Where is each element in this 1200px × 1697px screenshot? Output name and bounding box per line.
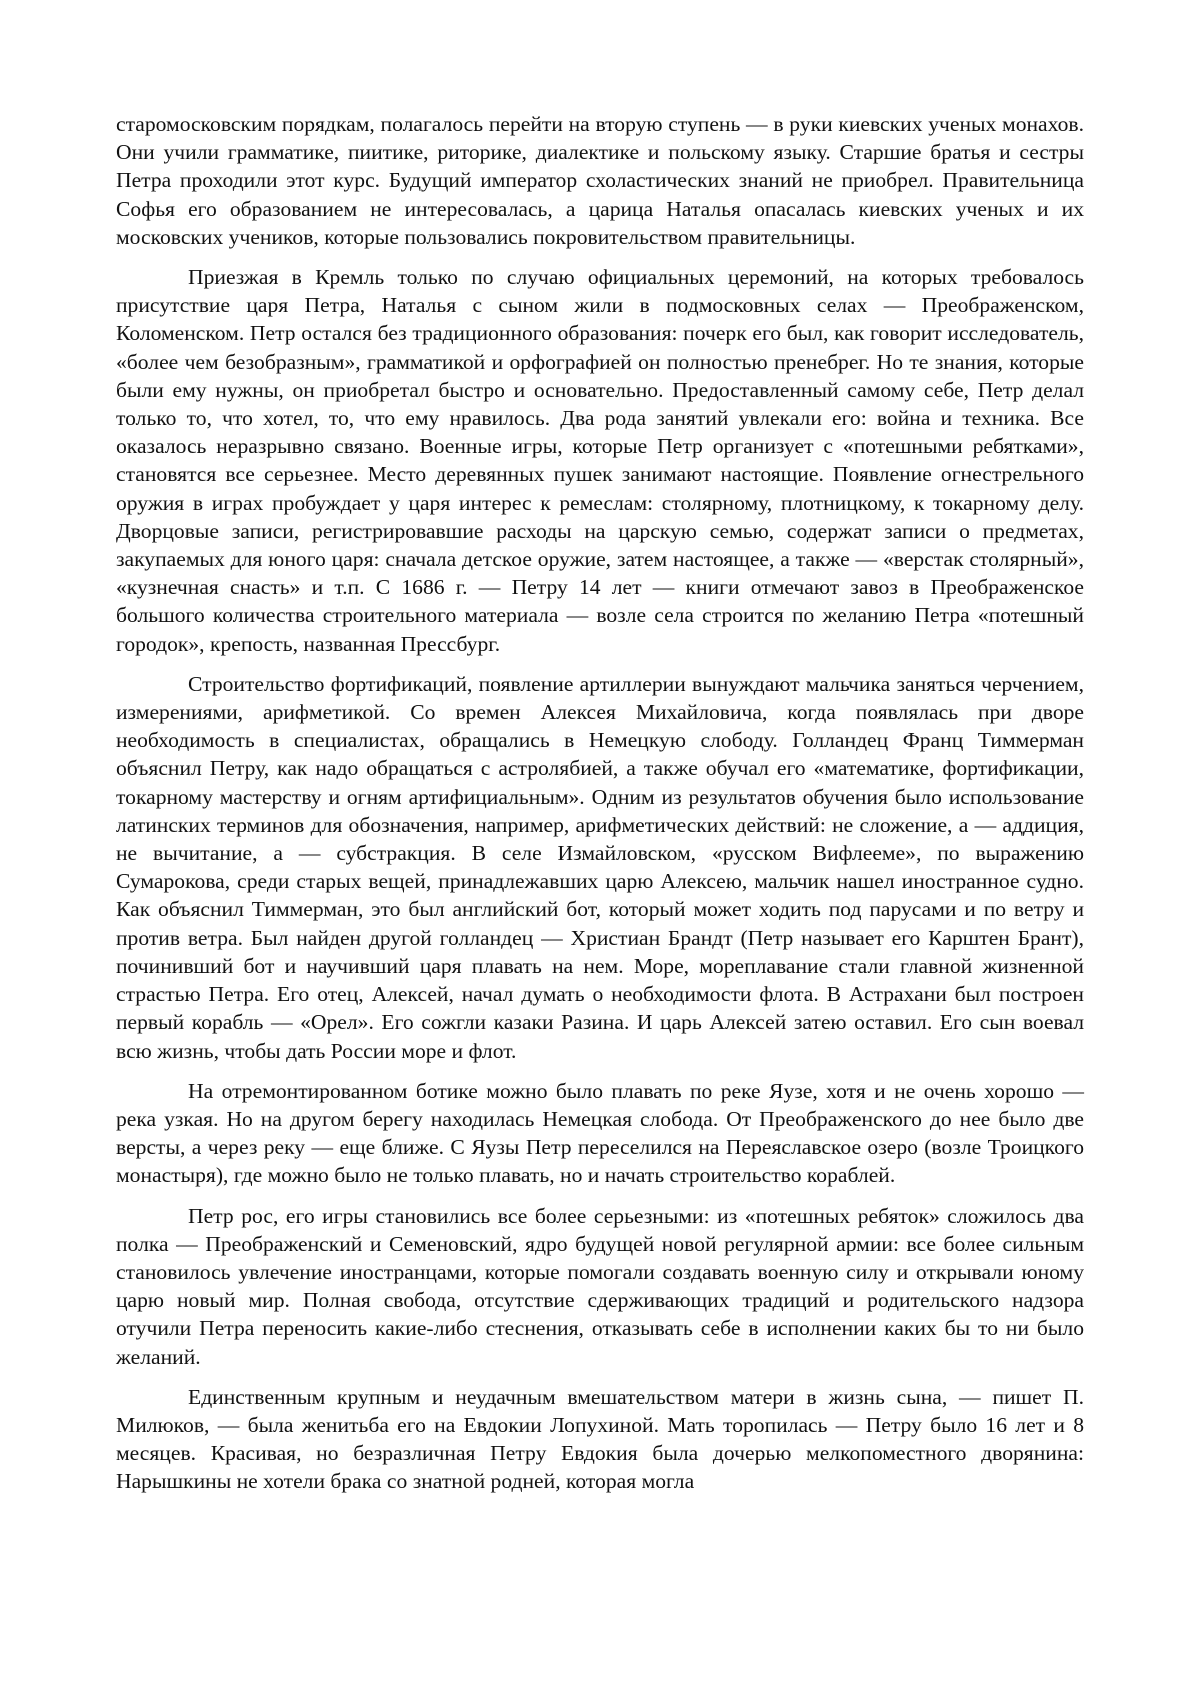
document-page [116,110,1084,1508]
paragraph-4: На отремонтированном ботике можно было плавать по реке Яузе, хотя и не очень хорошо — река узкая. Но на другом берегу находилась Немецкая слобода. От Преображенского до нее было две версты, а через реку — еще ближе. С Яузы Петр переселился на Переяславское озеро (возле Троицкого монастыря), где можно было не только плавать, но и начать строительство кораблей. [116,1077,1084,1190]
paragraph-1: старомосковским порядкам, полагалось перейти на вторую ступень — в руки киевских ученых монахов. Они учили грамматике, пиитике, риторике, диалектике и польскому языку. Старшие братья и сестры Петра проходили этот курс. Будущий император схоластических знаний не приобрел. Правительница Софья его образованием не интересовалась, а царица Наталья опасалась киевских ученых и их московских учеников, которые пользовались покровительством правительницы. [116,110,1084,251]
paragraph-3: Строительство фортификаций, появление артиллерии вынуждают мальчика заняться черчением, измерениями, арифметикой. Со времен Алексея Михайловича, когда появлялась при дворе необходимость в специалистах, обращались в Немецкую слободу. Голландец Франц Тиммерман объяснил Петру, как надо обращаться с астролябией, а также обучал его «математике, фортификации, токарному мастерству и огням артифициальным». Одним из результатов обучения было использование латинских терминов для обозначения, например, арифметических действий: не сложение, а — аддиция, не вычитание, а — субстракция. В селе Измайловском, «русском Вифлееме», по выражению Сумарокова, среди старых вещей, принадлежавших царю Алексею, мальчик нашел иностранное судно. Как объяснил Тиммерман, это был английский бот, который может ходить под парусами и по ветру и против ветра. Был найден другой голландец — Христиан Брандт (Петр называет его Карштен Брант), починивший бот и научивший царя плавать на нем. Море, мореплавание стали главной жизненной страстью Петра. Его отец, Алексей, начал думать о необходимости флота. В Астрахани был построен первый корабль — «Орел». Его сожгли казаки Разина. И царь Алексей затею оставил. Его сын воевал всю жизнь, чтобы дать России море и флот. [116,670,1084,1065]
paragraph-6: Единственным крупным и неудачным вмешательством матери в жизнь сына, — пишет П. Милюков, — была женитьба его на Евдокии Лопухиной. Мать торопилась — Петру было 16 лет и 8 месяцев. Красивая, но безразличная Петру Евдокия была дочерью мелкопоместного дворянина: Нарышкины не хотели брака со знатной родней, которая могла [116,1383,1084,1496]
paragraph-2: Приезжая в Кремль только по случаю официальных церемоний, на которых требовалось присутствие царя Петра, Наталья с сыном жили в подмосковных селах — Преображенском, Коломенском. Петр остался без традиционного образования: почерк его был, как говорит исследователь, «более чем безобразным», грамматикой и орфографией он полностью пренебрег. Но те знания, которые были ему нужны, он приобретал быстро и основательно. Предоставленный самому себе, Петр делал только то, что хотел, то, что ему нравилось. Два рода занятий увлекали его: война и техника. Все оказалось неразрывно связано. Военные игры, которые Петр организует с «потешными ребятками», становятся все серьезнее. Место деревянных пушек занимают настоящие. Появление огнестрельного оружия в играх пробуждает у царя интерес к ремеслам: столярному, плотницкому, к токарному делу. Дворцовые записи, регистрировавшие расходы на царскую семью, содержат записи о предметах, закупаемых для юного царя: сначала детское оружие, затем настоящее, а также — «верстак столярный», «кузнечная снасть» и т.п. С 1686 г. — Петру 14 лет — книги отмечают завоз в Преображенское большого количества строительного материала — возле села строится по желанию Петра «потешный городок», крепость, названная Прессбург. [116,263,1084,658]
paragraph-5: Петр рос, его игры становились все более серьезными: из «потешных ребяток» сложилось два полка — Преображенский и Семеновский, ядро будущей новой регулярной армии: все более сильным становилось увлечение иностранцами, которые помогали создавать военную силу и открывали юному царю новый мир. Полная свобода, отсутствие сдерживающих традиций и родительского надзора отучили Петра переносить какие-либо стеснения, отказывать себе в исполнении каких бы то ни было желаний. [116,1202,1084,1371]
